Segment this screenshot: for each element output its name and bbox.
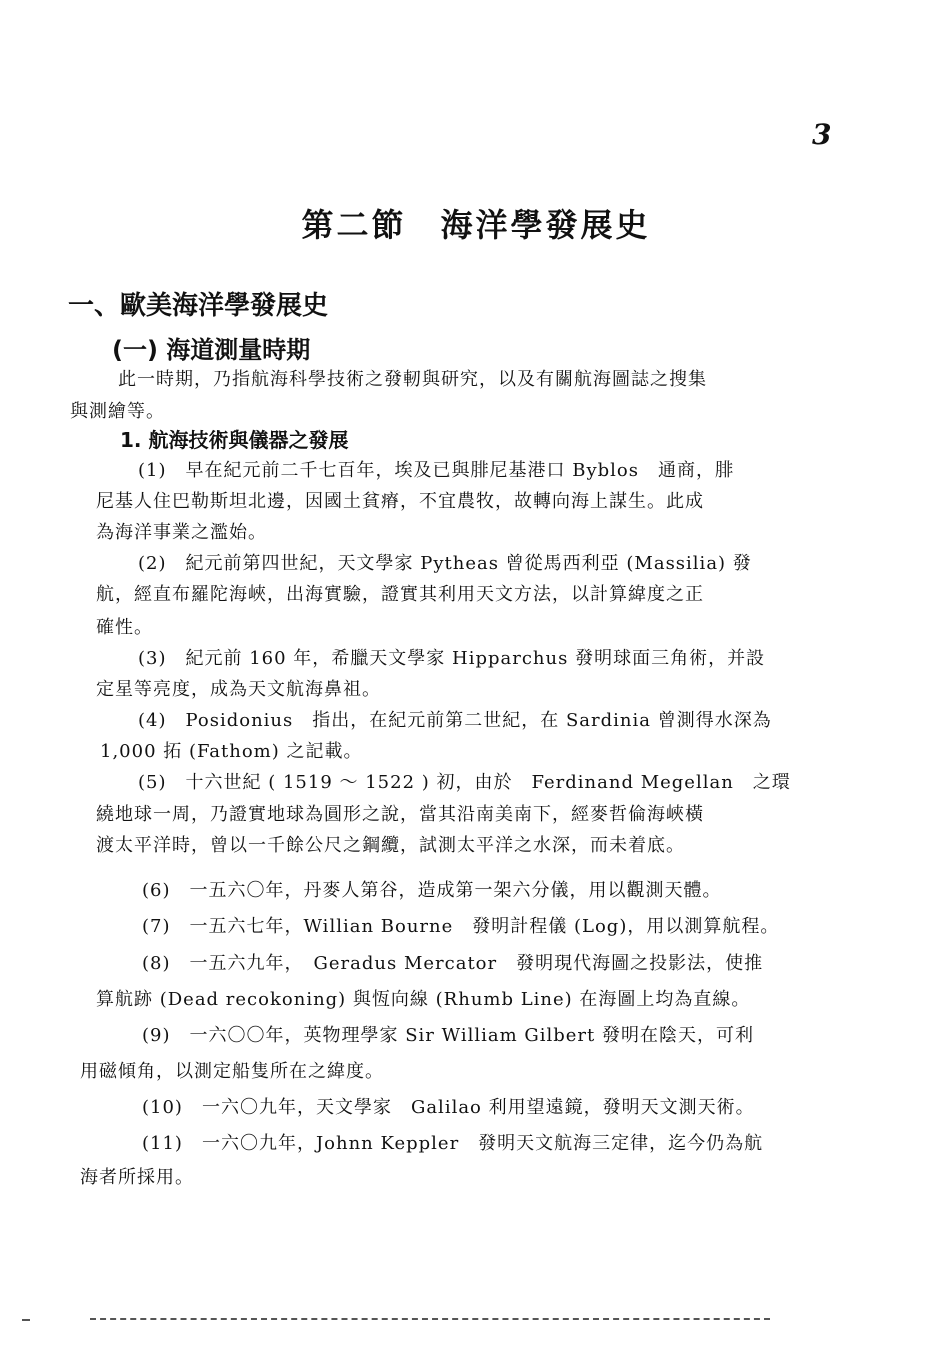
- heading-level-2: (一) 海道測量時期: [112, 336, 311, 364]
- heading-level-1: 一、歐美海洋學發展史: [68, 291, 329, 321]
- item-line: 算航跡 (Dead recokoning) 與恆向線 (Rhumb Line) 在海圖上均為直線。: [96, 989, 751, 1010]
- item-line: (4) Posidonius 指出，在紀元前第二世紀，在 Sardinia 曾測得水深為: [138, 710, 772, 731]
- item-line: 用磁傾角，以測定船隻所在之緯度。: [80, 1061, 384, 1082]
- footer-dash: [22, 1319, 30, 1321]
- item-line: (11) 一六〇九年，Johnn Keppler 發明天文航海三定律，迄今仍為航: [142, 1133, 764, 1154]
- section-title-number: 第二節: [301, 206, 407, 244]
- item-line: 渡太平洋時，曾以一千餘公尺之鋼纜，試測太平洋之水深，而未着底。: [96, 835, 685, 856]
- section-title-text: 海洋學發展史: [440, 206, 651, 244]
- item-line: 航，經直布羅陀海峽，出海實驗，證實其利用天文方法，以計算緯度之正: [96, 584, 704, 605]
- item-line: (2) 紀元前第四世紀，天文學家 Pytheas 曾從馬西利亞 (Massilia) 發: [138, 553, 752, 574]
- intro-line: 與測繪等。: [70, 401, 165, 422]
- item-line: (7) 一五六七年，Willian Bourne 發明計程儀 (Log)，用以測算航程。: [142, 916, 780, 937]
- item-line: 為海洋事業之濫始。: [96, 522, 267, 543]
- item-line: (9) 一六〇〇年，英物理學家 Sir William Gilbert 發明在陰天，可利: [142, 1025, 754, 1046]
- item-line: 繞地球一周，乃證實地球為圓形之說，當其沿南美南下，經麥哲倫海峽橫: [96, 804, 704, 825]
- item-line: 確性。: [96, 617, 153, 638]
- item-line: (8) 一五六九年， Geradus Mercator 發明現代海圖之投影法，使推: [142, 953, 764, 974]
- page-number: 3: [812, 118, 832, 151]
- item-line: 定星等亮度，成為天文航海鼻祖。: [96, 679, 381, 700]
- item-line: (10) 一六〇九年，天文學家 Galilao 利用望遠鏡，發明天文測天術。: [142, 1097, 755, 1118]
- intro-line: 此一時期，乃指航海科學技術之發軔與研究，以及有關航海圖誌之搜集: [118, 369, 707, 390]
- item-line: (3) 紀元前 160 年，希臘天文學家 Hipparchus 發明球面三角術，并設: [138, 648, 766, 669]
- item-line: 海者所採用。: [80, 1167, 194, 1188]
- item-line: (1) 早在紀元前二千七百年，埃及已與腓尼基港口 Byblos 通商，腓: [138, 460, 734, 481]
- item-line: (5) 十六世紀 ( 1519 ～ 1522 ) 初，由於 Ferdinand Megellan 之環: [138, 772, 791, 793]
- item-line: 1,000 拓 (Fathom) 之記載。: [100, 741, 363, 762]
- item-line: 尼基人住巴勒斯坦北邊，因國土貧瘠，不宜農牧，故轉向海上謀生。此成: [96, 491, 704, 512]
- footer-rule: [90, 1318, 770, 1320]
- section-title: [0, 200, 952, 246]
- item-line: (6) 一五六〇年，丹麥人第谷，造成第一架六分儀，用以觀測天體。: [142, 880, 722, 901]
- heading-level-3: 1. 航海技術與儀器之發展: [120, 428, 349, 452]
